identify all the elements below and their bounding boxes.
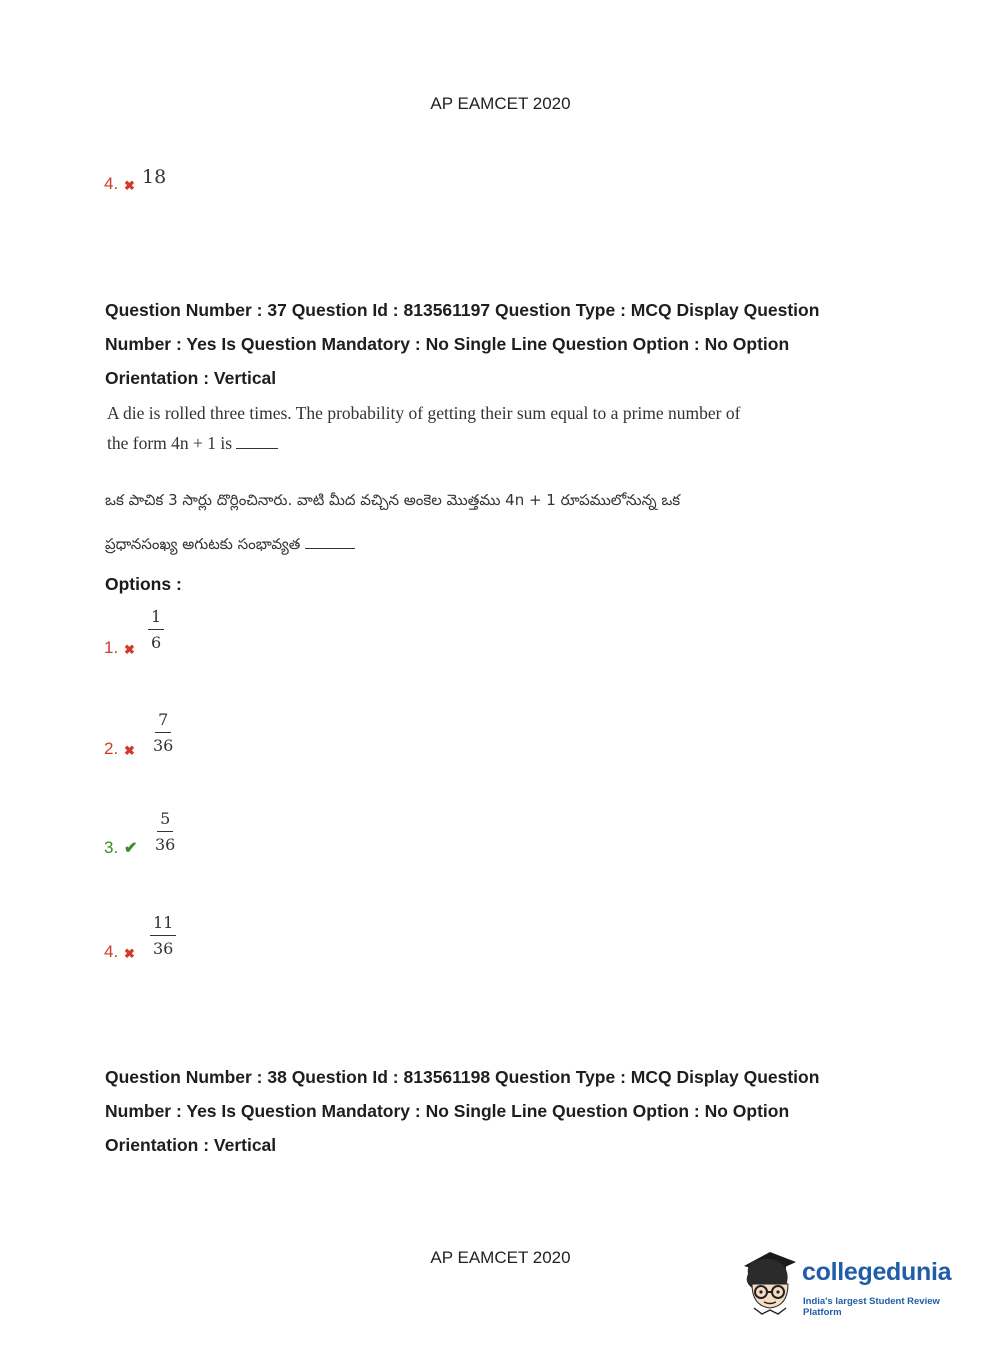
check-icon: ✔ bbox=[124, 840, 138, 857]
question-37-text bbox=[107, 398, 740, 458]
numerator: 5 bbox=[157, 809, 173, 832]
question-37-telugu bbox=[105, 478, 745, 566]
denominator: 36 bbox=[153, 939, 174, 958]
telugu-fragment: ప్రధానసంఖ్య అగుటకు సంభావ్యత bbox=[105, 535, 301, 553]
question-text-fragment: the form 4n + 1 is bbox=[107, 433, 233, 453]
cross-icon: ✖ bbox=[124, 642, 135, 657]
option-2 bbox=[104, 710, 176, 759]
collegedunia-logo bbox=[740, 1248, 980, 1320]
option-number: 4. bbox=[104, 174, 119, 193]
meta-line: Number : Yes Is Question Mandatory : No Single Line Question Option : No Option bbox=[105, 1101, 790, 1121]
option-number: 4. bbox=[104, 942, 119, 961]
option-1 bbox=[104, 607, 164, 658]
option-value: 18 bbox=[142, 166, 167, 188]
question-text-line-2 bbox=[107, 428, 740, 458]
option-number: 1. bbox=[104, 638, 119, 657]
numerator: 7 bbox=[155, 710, 171, 733]
cross-icon: ✖ bbox=[124, 178, 135, 193]
numerator: 1 bbox=[148, 607, 164, 630]
page-footer: AP EAMCET 2020 bbox=[430, 1248, 571, 1267]
option-number: 2. bbox=[104, 739, 119, 758]
question-text-line: A die is rolled three times. The probability of getting their sum equal to a prime number of bbox=[107, 403, 741, 423]
mascot-icon bbox=[740, 1248, 802, 1320]
option-4 bbox=[104, 913, 176, 962]
logo-wordmark: collegedunia bbox=[802, 1258, 952, 1286]
telugu-line-2 bbox=[105, 522, 745, 566]
page-header: AP EAMCET 2020 bbox=[430, 94, 571, 113]
telugu-line: ఒక పాచిక 3 సార్లు దొర్లించినారు. వాటి మీద వచ్చిన అంకెల మొత్తము 4n + 1 రూపములోనున్న ఒక bbox=[105, 491, 681, 509]
meta-line: Orientation : Vertical bbox=[105, 1135, 277, 1155]
cross-icon: ✖ bbox=[124, 743, 135, 758]
meta-line: Question Number : 38 Question Id : 813561198 Question Type : MCQ Display Question bbox=[105, 1067, 820, 1087]
denominator: 36 bbox=[153, 736, 174, 755]
prev-option-4 bbox=[104, 166, 167, 194]
meta-line: Orientation : Vertical bbox=[105, 368, 277, 388]
options-label: Options : bbox=[105, 574, 182, 594]
cross-icon: ✖ bbox=[124, 946, 135, 961]
meta-line: Number : Yes Is Question Mandatory : No Single Line Question Option : No Option bbox=[105, 334, 790, 354]
question-38-meta bbox=[105, 1060, 865, 1162]
option-fraction bbox=[150, 913, 176, 958]
option-fraction bbox=[150, 710, 176, 755]
meta-line: Question Number : 37 Question Id : 813561197 Question Type : MCQ Display Question bbox=[105, 300, 820, 320]
question-37-meta bbox=[105, 293, 865, 395]
logo-tagline: India's largest Student Review Platform bbox=[803, 1296, 940, 1318]
numerator: 11 bbox=[150, 913, 176, 936]
answer-blank bbox=[305, 548, 355, 549]
option-3 bbox=[104, 809, 178, 858]
option-number: 3. bbox=[104, 838, 119, 857]
option-fraction bbox=[152, 809, 178, 854]
denominator: 6 bbox=[151, 633, 162, 652]
answer-blank bbox=[236, 448, 278, 449]
denominator: 36 bbox=[155, 835, 176, 854]
option-fraction bbox=[148, 607, 164, 652]
